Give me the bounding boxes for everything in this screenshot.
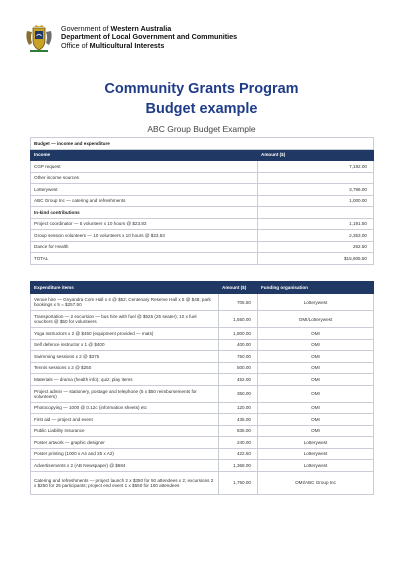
funding-organisation: OMI	[258, 402, 374, 414]
expenditure-amount: 120.00	[219, 402, 258, 414]
funding-organisation: OMI	[258, 385, 374, 402]
funding-organisation: OMI/Lotterywest	[258, 311, 374, 328]
funding-organisation: Lotterywest	[258, 448, 374, 460]
funding-organisation: OMI	[258, 362, 374, 374]
page-title: Community Grants Program	[104, 81, 299, 97]
expenditure-amount: 1,550.00	[219, 311, 258, 328]
page-title-line-2: Budget example	[145, 101, 258, 117]
expenditure-amount: 500.00	[219, 362, 258, 374]
table-row	[31, 460, 374, 472]
table-row	[31, 184, 374, 196]
expenditure-amount: 422.50	[219, 448, 258, 460]
department-line: Department of Local Government and Communities	[61, 32, 238, 42]
expenditure-item: Advertisements x 2 (AB Newspaper) @ $684	[31, 460, 219, 472]
expenditure-item: Poster printing (1000 x A4 and 25 x A2)	[31, 448, 219, 460]
total-amount: $15,605.50	[258, 253, 374, 265]
table-row	[31, 294, 374, 311]
funding-organisation: Lotterywest	[258, 294, 374, 311]
funding-organisation: OMI	[258, 328, 374, 340]
expenditure-amount: 240.00	[219, 437, 258, 449]
inkind-amount: 1,191.50	[258, 218, 374, 230]
table-row	[31, 328, 374, 340]
expenditure-amount: 350.00	[219, 385, 258, 402]
page-subtitle: ABC Group Budget Example	[147, 124, 256, 134]
inkind-heading: In-kind contributions	[31, 207, 258, 219]
funding-organisation: OMI	[258, 351, 374, 363]
funding-organisation: Lotterywest	[258, 460, 374, 472]
expenditure-amount: 750.00	[219, 351, 258, 363]
inkind-label: Group session volunteers — 10 volunteers x 10 hours @ $23.53	[31, 230, 258, 242]
total-label: TOTAL	[31, 253, 258, 265]
inkind-label: Dance for Health	[31, 241, 258, 253]
table-row	[31, 311, 374, 328]
expenditure-amount: 435.00	[219, 414, 258, 426]
expenditure-item: Tennis sessions x 2 @ $250	[31, 362, 219, 374]
expenditure-item: Public Liability Insurance	[31, 425, 219, 437]
expenditure-amount: 835.00	[219, 425, 258, 437]
expenditure-item: Transportation — 2 excursion — bus hire with fuel @ $525 (25 seater); 10 x fuel vouchers @ $50 for volunteers	[31, 311, 219, 328]
expenditure-amount: 1,800.00	[219, 328, 258, 340]
section-heading-row	[31, 138, 374, 150]
inkind-label: Project coordinator — 5 volunteer x 10 hours @ $23.83	[31, 218, 258, 230]
income-column-header: Income	[31, 149, 258, 161]
income-label: Other income sources	[31, 172, 258, 184]
table-row	[31, 172, 374, 184]
income-header-row	[31, 149, 374, 161]
expenditure-item: Materials — drama (health info); quiz; play items	[31, 374, 219, 386]
expenditure-item: Project admin — stationery, postage and telephone (5 x $50 reimbursements for volunteers)	[31, 385, 219, 402]
funding-organisation: OMI	[258, 374, 374, 386]
funding-organisation: Lotterywest	[258, 437, 374, 449]
table-row	[31, 241, 374, 253]
expenditure-amount: 705.50	[219, 294, 258, 311]
funding-organisation: OMI	[258, 414, 374, 426]
amount-column-header: Amount ($)	[258, 149, 374, 161]
table-row	[31, 230, 374, 242]
expenditure-item: Catering and refreshments — project launch 2 x $350 for 50 attendees x 2; excursions 2 x $250 for 25 participants; project end event 1 x $550 for 100 attendees	[31, 471, 219, 494]
expenditure-amount: 452.00	[219, 374, 258, 386]
table-row	[31, 425, 374, 437]
table-row	[31, 448, 374, 460]
funding-organisation-header: Funding organisation	[258, 282, 374, 294]
funding-organisation: OMI/ABC Group Inc	[258, 471, 374, 494]
funding-organisation: OMI	[258, 339, 374, 351]
funding-organisation: OMI	[258, 425, 374, 437]
table-row	[31, 471, 374, 494]
government-line: Government of Western Australia	[61, 24, 172, 33]
expenditure-amount: 1,368.00	[219, 460, 258, 472]
coat-of-arms-icon	[24, 24, 54, 54]
income-label: CGP request	[31, 161, 258, 173]
table-row	[31, 385, 374, 402]
table-row	[31, 362, 374, 374]
section-heading: Budget — income and expenditure	[31, 138, 374, 150]
income-amount: 3,796.00	[258, 184, 374, 196]
expenditure-header-row	[31, 282, 374, 294]
income-amount: 1,000.00	[258, 195, 374, 207]
expenditure-item: First aid — project and event	[31, 414, 219, 426]
table-row	[31, 351, 374, 363]
inkind-amount: 2,353.00	[258, 230, 374, 242]
total-row	[31, 253, 374, 265]
income-label: ABC Group Inc — catering and refreshments	[31, 195, 258, 207]
expenditure-item: Yoga instructors x 2 @ $450 (equipment provided — mats)	[31, 328, 219, 340]
expenditure-items-header: Expenditure items	[31, 282, 219, 294]
amount-column-header: Amount ($)	[219, 282, 258, 294]
expenditure-item: Swimming sessions x 2 @ $375	[31, 351, 219, 363]
income-label: Lotterywest	[31, 184, 258, 196]
government-header	[24, 24, 237, 54]
inkind-amount: 262.50	[258, 241, 374, 253]
expenditure-amount: 1,750.00	[219, 471, 258, 494]
expenditure-item: Self defence instructor x 1 @ $400	[31, 339, 219, 351]
expenditure-table	[30, 281, 374, 495]
table-row	[31, 339, 374, 351]
table-row	[31, 218, 374, 230]
expenditure-item: Poster artwork — graphic designer	[31, 437, 219, 449]
table-row	[31, 402, 374, 414]
expenditure-item: Photocopying — 1000 @ 0.12c (information sheets) etc	[31, 402, 219, 414]
income-amount: 7,192.00	[258, 161, 374, 173]
inkind-heading-row	[31, 207, 374, 219]
expenditure-amount: 400.00	[219, 339, 258, 351]
income-amount	[258, 172, 374, 184]
table-row	[31, 374, 374, 386]
table-row	[31, 414, 374, 426]
expenditure-item: Venue hire — Gnyandra Com Hall x 4 @ $52; Centenary Reserve Hall x 5 @ $48; park bookings x 5 = $257.50	[31, 294, 219, 311]
income-table	[30, 137, 374, 265]
table-row	[31, 437, 374, 449]
table-row	[31, 195, 374, 207]
office-line: Office of Multicultural Interests	[61, 40, 165, 50]
table-row	[31, 161, 374, 173]
